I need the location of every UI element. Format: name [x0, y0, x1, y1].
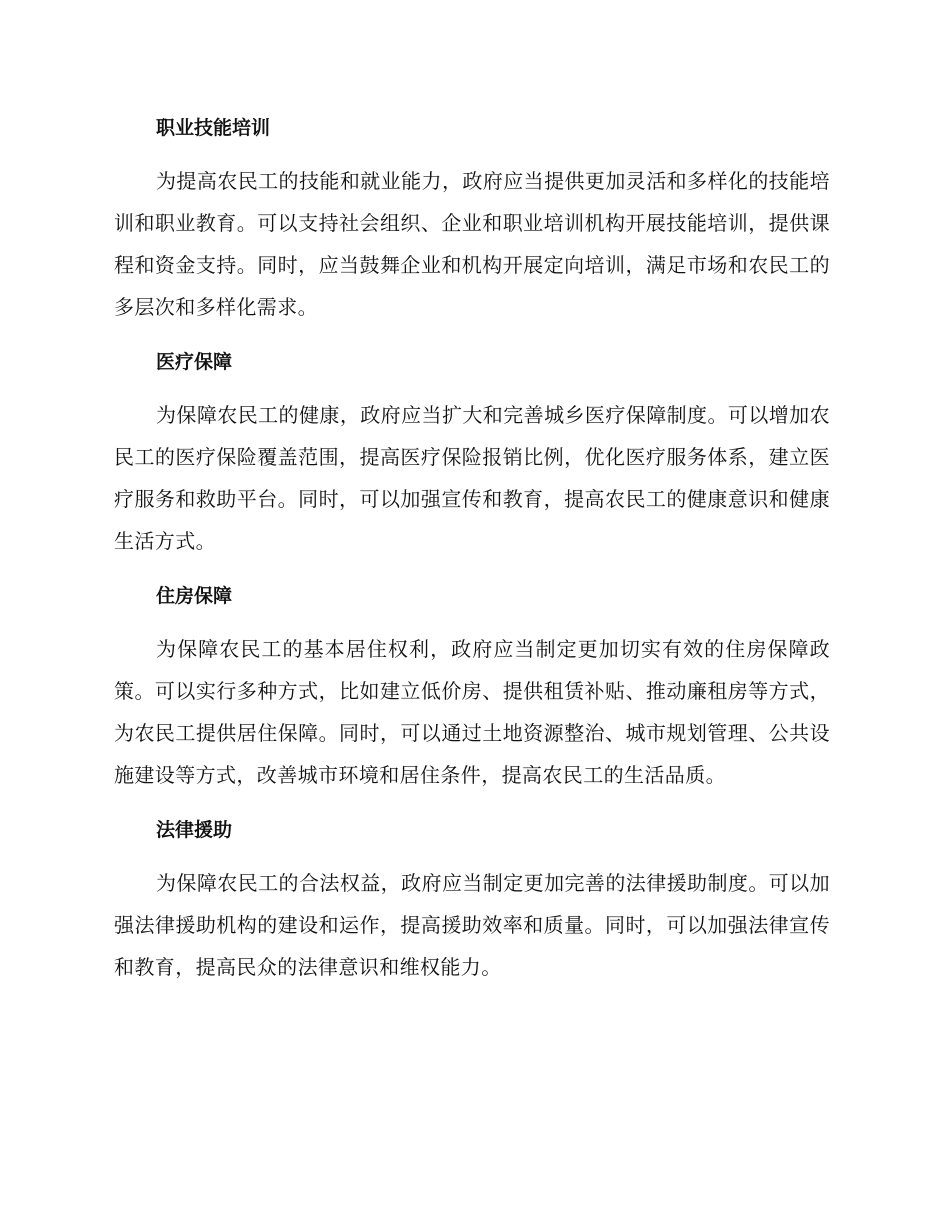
section-paragraph: 为提高农民工的技能和就业能力，政府应当提供更加灵活和多样化的技能培训和职业教育。可以支持社会组织、企业和职业培训机构开展技能培训，提供课程和资金支持。同时，应当鼓舞企业和机构开展定向培训，满足市场和农民工的多层次和多样化需求。 — [114, 169, 830, 319]
section-medical-security — [114, 342, 830, 562]
section-paragraph: 为保障农民工的基本居住权利，政府应当制定更加切实有效的住房保障政策。可以实行多种方式，比如建立低价房、提供租赁补贴、推动廉租房等方式，为农民工提供居住保障。同时，可以通过土地资源整治、城市规划管理、公共设施建设等方式，改善城市环境和居住条件，提高农民工的生活品质。 — [114, 637, 830, 787]
section-heading: 医疗保障 — [156, 351, 233, 373]
section-housing-security — [114, 576, 830, 796]
section-heading: 法律援助 — [156, 819, 233, 841]
section-paragraph: 为保障农民工的健康，政府应当扩大和完善城乡医疗保障制度。可以增加农民工的医疗保险覆盖范围，提高医疗保险报销比例，优化医疗服务体系，建立医疗服务和救助平台。同时，可以加强宣传和教育，提高农民工的健康意识和健康生活方式。 — [114, 403, 830, 553]
section-heading: 住房保障 — [156, 585, 233, 607]
section-paragraph: 为保障农民工的合法权益，政府应当制定更加完善的法律援助制度。可以加强法律援助机构的建设和运作，提高援助效率和质量。同时，可以加强法律宣传和教育，提高民众的法律意识和维权能力。 — [114, 871, 830, 979]
section-legal-aid — [114, 810, 830, 988]
section-vocational-training — [114, 108, 830, 328]
section-heading: 职业技能培训 — [156, 117, 271, 139]
document-page — [114, 108, 830, 988]
